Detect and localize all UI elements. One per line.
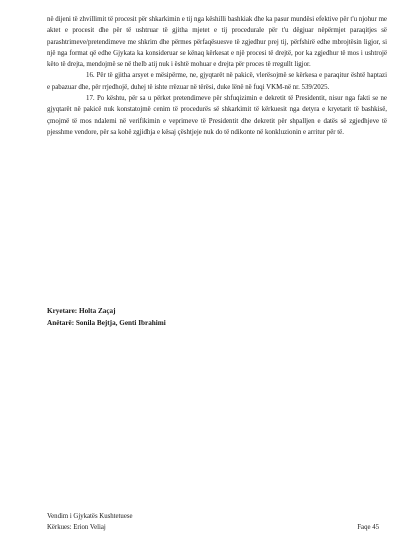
document-body [47,14,387,138]
paragraph-16: 16. Për të gjitha arsyet e mësipërme, ne, gjyqtarët në pakicë, vlerësojmë se kërkesa e paraqitur është haptazi e pabazuar dhe, për rrjedhojë, duhej të ishte rrëzuar në tërësi, duke lënë në fuqi VKM-në nr. 539/2025. [47,72,387,91]
chair-signature: Kryetare: Holta Zaçaj [47,307,116,315]
footer-applicant: Kërkues: Erion Veliaj [47,523,106,531]
paragraph-continuation: në dijeni të zhvillimit të procesit për shkarkimin e tij nga këshilli bashkiak dhe ka pasur mundësi efektive për t'u njohur me aktet e procesit dhe për të ushtruar të gjitha mjetet e tij procedurale për t'u dëgjuar nëpërmjet paraqitjes së parashtrimeve/pretendimeve me shkrim dhe përmes përfaqësuesve të zgjedhur prej tij, përfshirë edhe mbrojtësin ligjor, si një nga format që edhe Gjykata ka konsideruar se kënaq kërkesat e një procesi të drejtë, por ka zgjedhur të mos i ushtrojë këto të drejta, mendojmë se në thelb atij nuk i është mohuar e drejta për proces të rregullt ligjor. [47,16,387,69]
signature-block [47,306,166,329]
members-signature: Anëtarë: Sonila Bejtja, Genti Ibrahimi [47,318,166,327]
footer-decision-title: Vendim i Gjykatës Kushtetuese [47,513,133,520]
page-number: Faqe 45 [357,523,379,531]
paragraph-17: 17. Po kështu, për sa u përket pretendimeve për shfuqizimin e dekretit të Presidentit, nisur nga fakti se ne gjyqtarët në pakicë nuk konstatojmë cenim të procedurës së shkarkimit të kërkuesit nga detyra e kryetarit të bashkisë, çmojmë të mos ndalemi në verifikimin e veprimeve të Presidentit dhe dekretit për shpalljen e datës së zgjedhjeve të pjesshme vendore, për sa kohë zgjidhja e kësaj çështjeje nuk do të ndikonte në konkluzionin e arritur për të. [47,95,387,136]
page-footer [47,512,379,533]
